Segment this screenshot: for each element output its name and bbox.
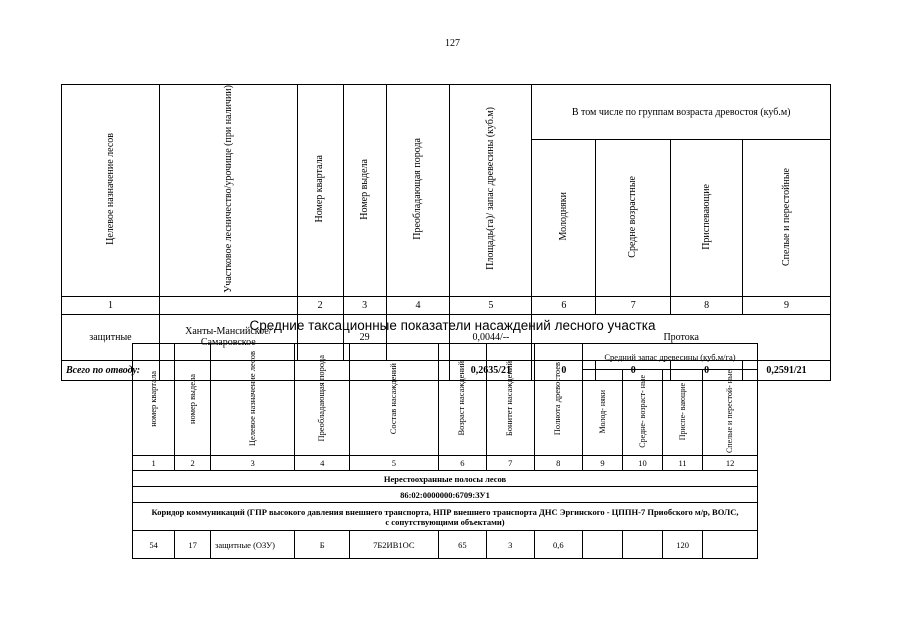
total-middle: 0	[596, 360, 671, 380]
taxation-table	[132, 343, 758, 559]
allotment-table	[61, 84, 831, 381]
h-mature: Спелые и перестой- ные	[703, 370, 758, 456]
cell-purpose: защитные (ОЗУ)	[210, 531, 294, 559]
page-number: 127	[445, 38, 460, 49]
col-num: 2	[297, 296, 343, 314]
row-area: 0,0044/--	[450, 314, 532, 360]
col-num: 2	[175, 456, 211, 471]
header-maturing: Приспевающие	[671, 140, 743, 297]
col-num: 5	[450, 296, 532, 314]
col-num: 6	[438, 456, 486, 471]
cell-middle	[623, 531, 663, 559]
col-num: 6	[532, 296, 596, 314]
col-num: 3	[343, 296, 386, 314]
cell-bonitet: 3	[487, 531, 534, 559]
col-num	[159, 296, 297, 314]
section-caption: Средние таксационные показатели насаждений лесного участка	[249, 318, 656, 333]
h-young: Молод- няки	[582, 370, 622, 456]
table-row	[133, 531, 758, 559]
col-num: 1	[133, 456, 175, 471]
h-density: Полнота древостоев	[534, 344, 582, 456]
header-area: Площадь(га)/ запас древесины (куб.м)	[450, 85, 532, 297]
row-plot: 29	[343, 314, 386, 360]
col-num: 8	[534, 456, 582, 471]
h-age: Возраст насаждений	[438, 344, 486, 456]
cell-composition: 7Б2ИВ1ОС	[350, 531, 439, 559]
h-purpose: Целевое назначение лесов	[210, 344, 294, 456]
corridor-description: Коридор коммуникаций (ГПР высокого давления внешнего транспорта, НПР внешнего транспорта ДНС Эргинского - ЦППН-7 Приобского м/р, ВОЛС, с сопутствующими объектами)	[133, 503, 758, 531]
col-num: 7	[596, 296, 671, 314]
header-age-groups: В том числе по группам возраста древостоя (куб.м)	[532, 85, 831, 140]
cell-species: Б	[295, 531, 350, 559]
cell-plot: 17	[175, 531, 211, 559]
total-maturing: 0	[671, 360, 743, 380]
col-num: 8	[671, 296, 743, 314]
header-purpose: Целевое назначение лесов	[62, 85, 160, 297]
header-species: Преобладающая порода	[386, 85, 450, 297]
row-purpose: защитные	[62, 314, 160, 360]
total-area: 0,2635/21	[450, 360, 532, 380]
h-maturing: Приспе- вающие	[663, 370, 703, 456]
col-num: 4	[295, 456, 350, 471]
cell-age: 65	[438, 531, 486, 559]
cell-density: 0,6	[534, 531, 582, 559]
cell-maturing: 120	[663, 531, 703, 559]
column-numbers-row	[62, 296, 831, 314]
col-num: 9	[582, 456, 622, 471]
row-note: Протока	[532, 314, 831, 360]
header-middle-aged: Средне возрастные	[596, 140, 671, 297]
h-plot: номер выдела	[175, 344, 211, 456]
col-num: 1	[62, 296, 160, 314]
row-forestry: Ханты-Мансийское/ Самаровское	[159, 314, 297, 360]
cadastral-number: 86:02:0000000:6709:ЗУ1	[133, 487, 758, 503]
h-bonitet: Бонитет насаждений	[487, 344, 534, 456]
column-numbers-row	[133, 456, 758, 471]
total-young: 0	[532, 360, 596, 380]
cell-quarter: 54	[133, 531, 175, 559]
h-stock-group: Средний запас древесины (куб.м/га)	[582, 344, 757, 370]
h-composition: Состав насаждений	[350, 344, 439, 456]
col-num: 7	[487, 456, 534, 471]
total-label: Всего по отводу:	[62, 360, 160, 380]
header-forestry: Участковое лесничество/урочище (при наличии)	[159, 85, 297, 297]
cell-mature	[703, 531, 758, 559]
header-young: Молодняки	[532, 140, 596, 297]
col-num: 11	[663, 456, 703, 471]
header-mature: Спелые и перестойные	[743, 140, 831, 297]
h-middle: Средне- возраст- ные	[623, 370, 663, 456]
cell-young	[582, 531, 622, 559]
col-num: 5	[350, 456, 439, 471]
h-quarter: номер квартала	[133, 344, 175, 456]
col-num: 3	[210, 456, 294, 471]
col-num: 12	[703, 456, 758, 471]
header-quarter: Номер квартала	[297, 85, 343, 297]
col-num: 9	[743, 296, 831, 314]
col-num: 4	[386, 296, 450, 314]
h-species: Преобладающая порода	[295, 344, 350, 456]
header-plot: Номер выдела	[343, 85, 386, 297]
total-mature: 0,2591/21	[743, 360, 831, 380]
section-title: Нерестоохранные полосы лесов	[133, 471, 758, 487]
col-num: 10	[623, 456, 663, 471]
